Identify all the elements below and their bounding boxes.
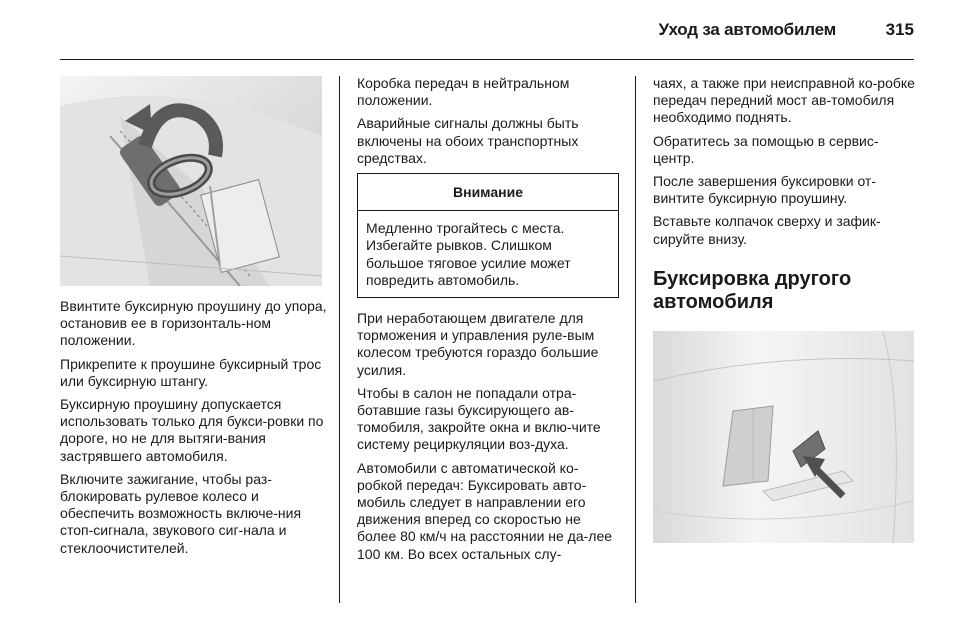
paragraph: Коробка передач в нейтральном положении. <box>357 75 570 109</box>
bumper-cover-illustration <box>653 331 914 543</box>
warning-text: Медленно трогайтесь с места. Избегайте рывков. Слишком большое тяговое усилие может повредить автомобиль. <box>366 220 571 288</box>
paragraph: Прикрепите к проушине буксирный трос или буксирную штангу. <box>60 355 322 389</box>
section-heading: Буксировка другого автомобиля <box>653 267 852 313</box>
header-divider <box>60 59 914 60</box>
paragraph: Чтобы в салон не попадали отра-ботавшие газы буксирующего ав-томобиля, закройте окна и вклю-чите систему рециркуляции воз-духа. <box>357 384 601 453</box>
paragraph: Аварийные сигналы должны быть включены на обоих транспортных средствах. <box>357 115 579 166</box>
paragraph: После завершения буксировки от-винтите буксирную проушину. <box>653 173 877 207</box>
page-number: 315 <box>885 20 914 39</box>
paragraph: чаях, а также при неисправной ко-робке передач передний мост ав-томобиля необходимо поднять. <box>653 75 915 126</box>
warning-box <box>357 173 619 298</box>
towing-eye-illustration <box>60 76 322 286</box>
paragraph: Включите зажигание, чтобы раз-блокировать рулевое колесо и обеспечить возможность включе-ния стоп-сигнала, звукового сиг-нала и стеклоочистителей. <box>60 470 302 556</box>
warning-title: Внимание <box>358 174 618 211</box>
paragraph: Ввинтите буксирную проушину до упора, остановив ее в горизонталь-ном положении. <box>60 298 327 349</box>
paragraph: Вставьте колпачок сверху и зафик-сируйте внизу. <box>653 213 881 247</box>
column-1 <box>60 298 328 563</box>
paragraph: Буксирную проушину допускается использовать только для букси-ровки по дороге, но не для вытяги-вания застрявшего автомобиля. <box>60 396 324 464</box>
paragraph: При неработающем двигателе для торможения и управления руле-вым колесом требуются гораздо большие усилия. <box>357 310 599 378</box>
column-divider-left <box>339 76 340 603</box>
column-3 <box>653 75 917 328</box>
paragraph: Автомобили с автоматической ко-робкой передач: Буксировать авто-мобиль следует в направлении его движения вперед со скоростью не более 80 км/ч на расстоянии не да-лее 100 км. Во всех остальных слу- <box>357 459 613 562</box>
column-2 <box>357 75 619 569</box>
page-header-title: Уход за автомобилем <box>658 20 836 39</box>
paragraph: Обратитесь за помощью в сервис-центр. <box>653 132 879 166</box>
column-divider-right <box>635 76 636 603</box>
